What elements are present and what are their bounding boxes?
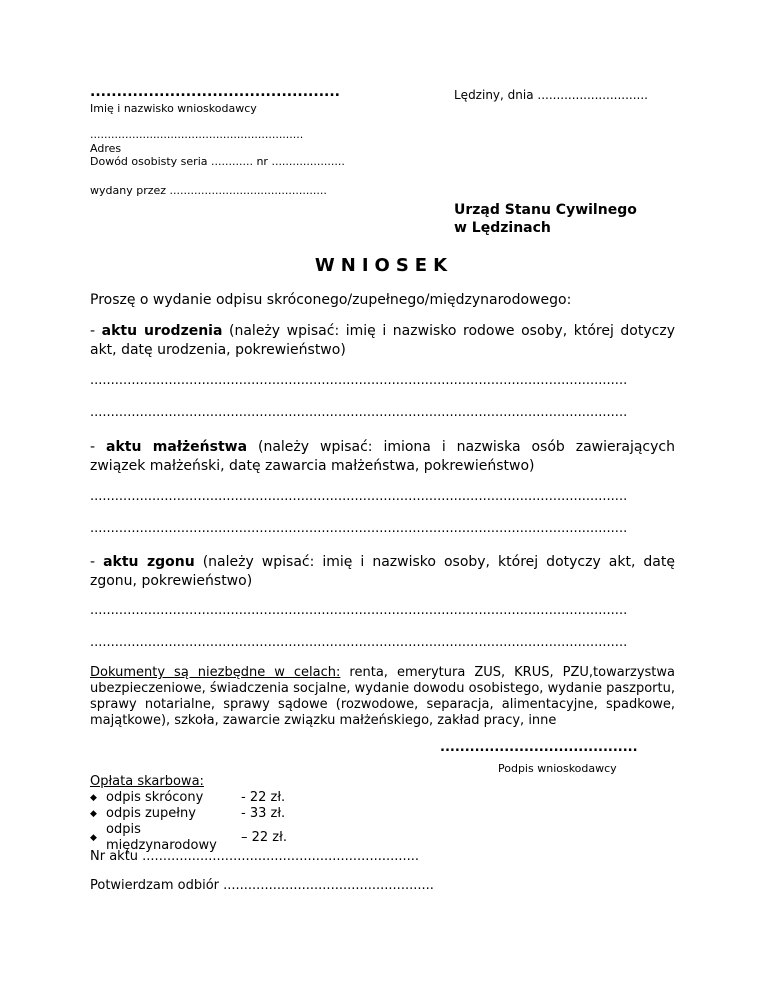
fee-title: Opłata skarbowa: bbox=[90, 774, 204, 789]
section-death-text: (należy wpisać: imię i nazwisko osoby, której dotyczy akt, datę zgonu, pokrewieństwo) bbox=[90, 554, 675, 589]
receipt-confirmation-line: Potwierdzam odbiór ................................................... bbox=[90, 878, 434, 893]
fill-line: .................................................................................................................................. bbox=[90, 489, 628, 504]
section-death-prefix: - bbox=[90, 554, 104, 570]
documents-purpose bbox=[90, 665, 675, 729]
applicant-name-dots: ............................................... bbox=[90, 84, 340, 100]
record-number-line: Nr aktu ................................................................... bbox=[90, 849, 420, 864]
request-intro: Proszę o wydanie odpisu skróconego/zupełnego/międzynarodowego: bbox=[90, 292, 572, 308]
section-birth bbox=[90, 322, 675, 360]
section-birth-title: aktu urodzenia bbox=[101, 323, 223, 339]
office-name: Urząd Stanu Cywilnego bbox=[454, 202, 637, 218]
documents-label: Dokumenty są niezbędne w celach: bbox=[90, 665, 341, 680]
section-death-title: aktu zgonu bbox=[103, 554, 195, 570]
section-marriage bbox=[90, 438, 675, 476]
city-date-line: Lędziny, dnia ............................. bbox=[454, 88, 648, 102]
section-birth-text: (należy wpisać: imię i nazwisko rodowe osoby, której dotyczy akt, datę urodzenia, pokrewieństwo) bbox=[90, 323, 675, 358]
signature-label: Podpis wnioskodawcy bbox=[498, 762, 617, 775]
section-birth-prefix: - bbox=[90, 323, 102, 339]
fee-item-price: - 22 zł. bbox=[241, 790, 286, 805]
office-city: w Lędzinach bbox=[454, 220, 551, 236]
fee-item-price: - 33 zł. bbox=[241, 806, 286, 821]
applicant-name-label: Imię i nazwisko wnioskodawcy bbox=[90, 102, 257, 115]
fee-item-price: – 22 zł. bbox=[241, 830, 287, 845]
documents-text: renta, emerytura ZUS, KRUS, PZU,towarzystwa ubezpieczeniowe, świadczenia socjalne, wydanie dowodu osobistego, wydanie paszportu, sprawy notarialne, sprawy sądowe (rozwodowe, separacja, alimentacyjne, spadkowe, majątkowe), szkoła, zawarcie związku małżeńskiego, zakład pracy, inne bbox=[90, 665, 676, 728]
signature-dots: ........................................ bbox=[440, 740, 638, 755]
address-label: Adres bbox=[90, 142, 122, 155]
section-marriage-text: (należy wpisać: imiona i nazwiska osób zawierających związek małżeński, datę zawarcia małżeństwa, pokrewieństwo) bbox=[90, 439, 675, 474]
section-marriage-title: aktu małżeństwa bbox=[106, 439, 248, 455]
fee-item-name: odpis skrócony bbox=[106, 790, 204, 805]
fill-line: .................................................................................................................................. bbox=[90, 405, 628, 420]
fee-item-name: odpis zupełny bbox=[106, 806, 196, 821]
id-document-line: Dowód osobisty seria ............ nr ..................... bbox=[90, 155, 345, 168]
section-death bbox=[90, 553, 675, 591]
fee-item bbox=[90, 806, 287, 822]
fee-item bbox=[90, 790, 287, 806]
section-marriage-prefix: - bbox=[90, 439, 106, 455]
issued-by-line: wydany przez ............................................. bbox=[90, 184, 327, 197]
diamond-bullet-icon: ◆ bbox=[90, 833, 97, 843]
fee-list bbox=[90, 790, 287, 854]
fill-line: .................................................................................................................................. bbox=[90, 635, 628, 650]
fill-line: .................................................................................................................................. bbox=[90, 603, 628, 618]
diamond-bullet-icon: ◆ bbox=[90, 809, 97, 819]
address-dots: ............................................................. bbox=[90, 128, 304, 141]
fill-line: .................................................................................................................................. bbox=[90, 373, 628, 388]
fill-line: .................................................................................................................................. bbox=[90, 521, 628, 536]
fee-item-name: odpis międzynarodowy bbox=[106, 822, 217, 853]
diamond-bullet-icon: ◆ bbox=[90, 793, 97, 803]
document-title: WNIOSEK bbox=[314, 255, 454, 276]
